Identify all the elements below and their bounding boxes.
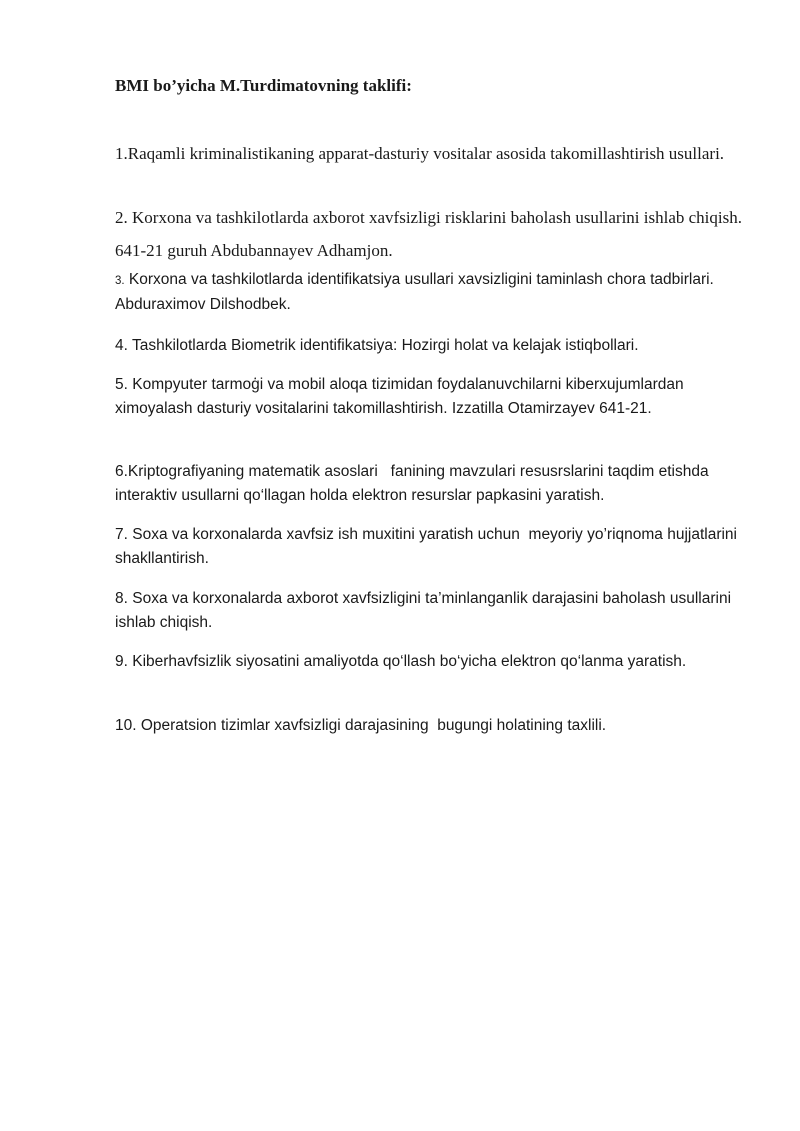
list-item-5: 5. Kompyuter tarmoģi va mobil aloqa tizimidan foydalanuvchilarni kiberxujumlardan ximoyalash dasturiy vositalarini takomillashtirish. Izzatilla Otamirzayev 641-21. (115, 376, 684, 417)
list-item-4: 4. Tashkilotlarda Biometrik identifikatsiya: Hozirgi holat va kelajak istiqbollari. (115, 337, 639, 354)
list-item-10: 10. Operatsion tizimlar xavfsizligi darajasining bugungi holatining taxlili. (115, 717, 607, 734)
list-item-7: 7. Soxa va korxonalarda xavfsiz ish muxitini yaratish uchun meyoriy yo’riqnoma hujjatlarini shakllantirish. (115, 526, 742, 567)
list-item-3-text: Korxona va tashkilotlarda identifikatsiya usullari xavsizligini taminlash chora tadbirlari. Abduraximov Dilshodbek. (115, 271, 731, 313)
list-item-9: 9. Kiberhavfsizlik siyosatini amaliyotda qo‘llash bo‘yicha elektron qo‘lanma yaratish. (115, 653, 687, 670)
list-item-2: 2. Korxona va tashkilotlarda axborot xavfsizligi risklarini baholash usullarini ishlab chiqish. 641-21 guruh Abdubannayev Adhamjon. (115, 208, 742, 260)
list-item-3-number: 3. (115, 275, 125, 287)
list-item-6: 6.Kriptografiyaning matematik asoslari fanining mavzulari resusrslarini taqdim etishda interaktiv usullarni qo‘llagan holda elektron resurslar papkasini yaratish. (115, 463, 713, 504)
list-item-3 (115, 268, 742, 317)
document-title: BMI bo’yicha M.Turdimatovning taklifi: (115, 76, 412, 95)
list-item-1: 1.Raqamli kriminalistikaning apparat-dasturiy vositalar asosida takomillashtirish usullari. (115, 144, 725, 163)
list-item-8: 8. Soxa va korxonalarda axborot xavfsizligini ta’minlanganlik darajasini baholash usullarini ishlab chiqish. (115, 590, 732, 631)
